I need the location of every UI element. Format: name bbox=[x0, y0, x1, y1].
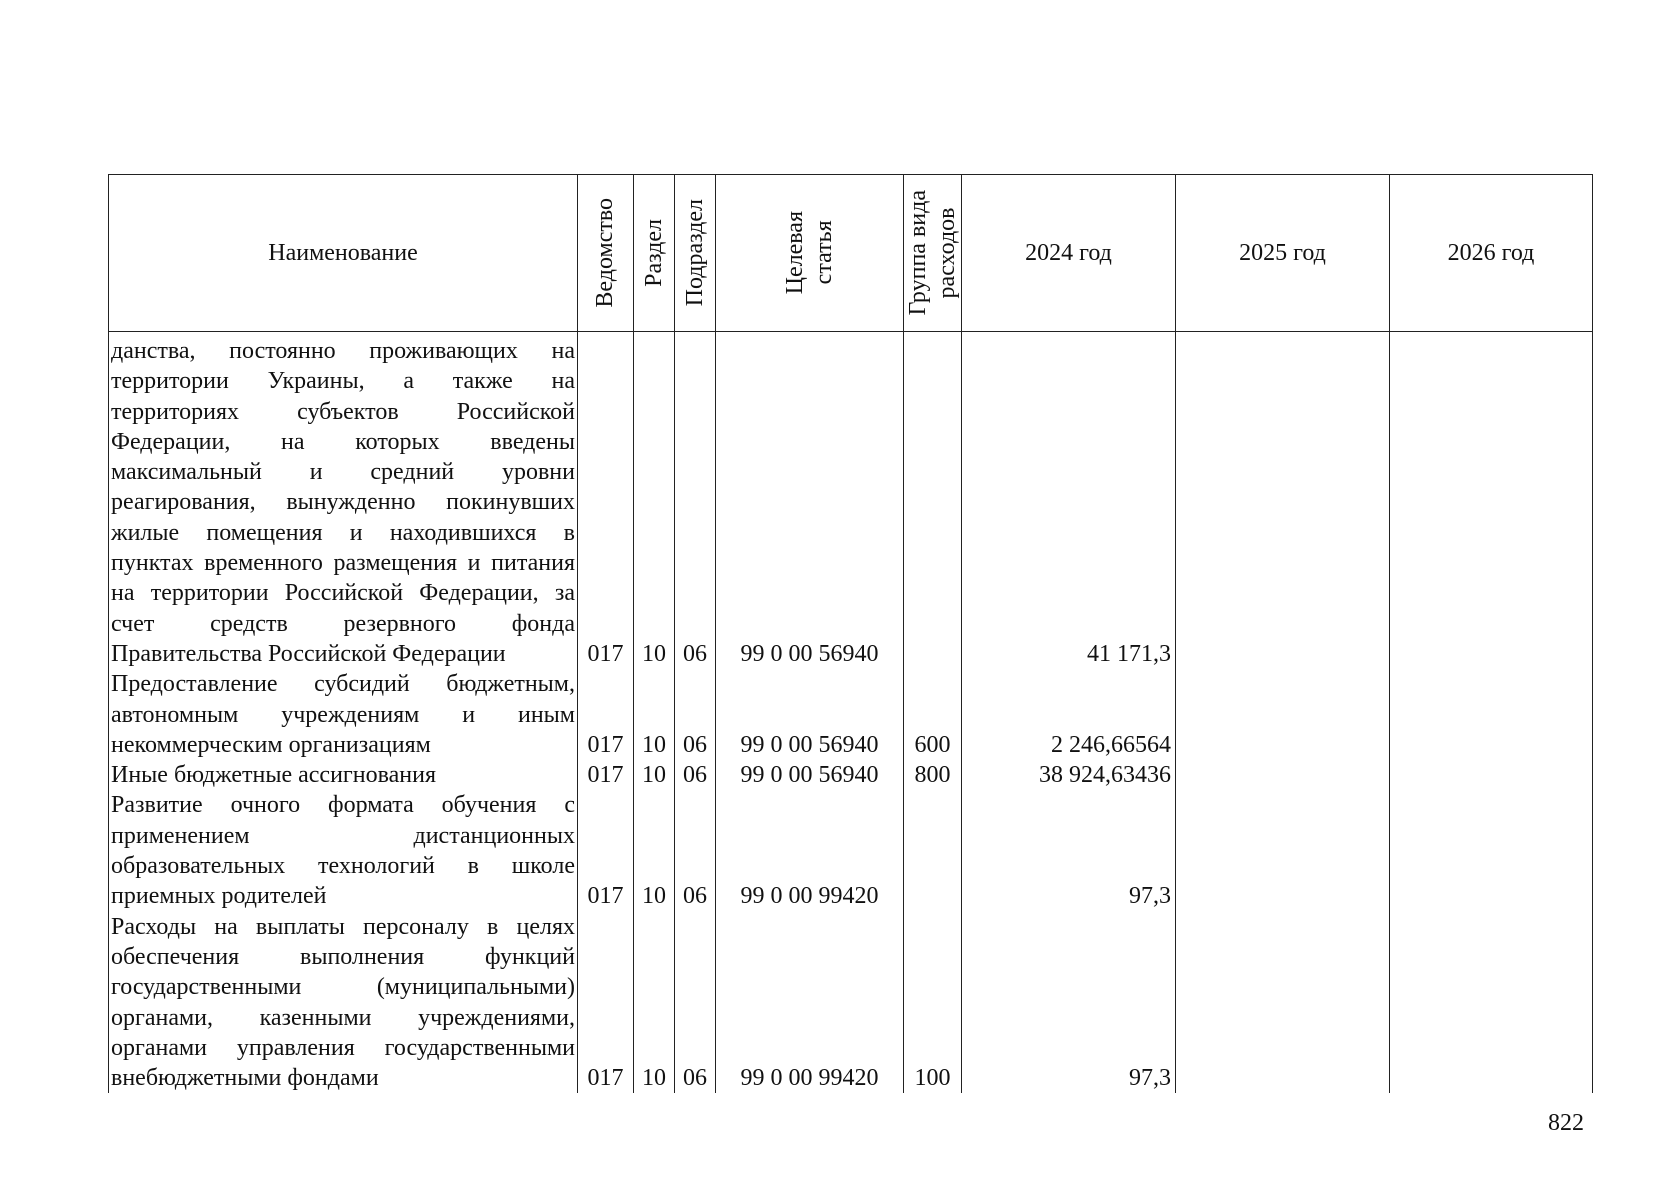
row-target-article: 99 0 00 56940 bbox=[716, 669, 904, 760]
table-row bbox=[109, 790, 1593, 911]
header-section bbox=[634, 175, 675, 332]
row-amount-2026 bbox=[1390, 332, 1593, 670]
row-subsection: 06 bbox=[675, 332, 716, 670]
row-amount-2024: 41 171,3 bbox=[962, 332, 1176, 670]
row-expense-group bbox=[904, 790, 962, 911]
header-year-2026: 2026 год bbox=[1390, 175, 1593, 332]
header-target-article-label: Целевая статья bbox=[781, 211, 837, 295]
row-ministry: 017 bbox=[578, 669, 634, 760]
table-header bbox=[109, 175, 1593, 332]
row-target-article: 99 0 00 56940 bbox=[716, 332, 904, 670]
row-amount-2024: 97,3 bbox=[962, 912, 1176, 1094]
row-section: 10 bbox=[634, 669, 675, 760]
row-name: Предоставление субсидий бюджетным, автономным учреждениям и иным некоммерческим организациям bbox=[109, 669, 578, 760]
header-expense-group-label: Группа вида расходов bbox=[904, 190, 960, 316]
row-amount-2026 bbox=[1390, 669, 1593, 760]
row-expense-group: 600 bbox=[904, 669, 962, 760]
row-section: 10 bbox=[634, 332, 675, 670]
row-section: 10 bbox=[634, 912, 675, 1094]
header-section-label: Раздел bbox=[640, 219, 667, 287]
row-expense-group bbox=[904, 332, 962, 670]
row-amount-2026 bbox=[1390, 760, 1593, 790]
row-ministry: 017 bbox=[578, 912, 634, 1094]
row-name: данства, постоянно проживающих на территории Украины, а также на территориях субъектов Российской Федерации, на которых введены максимальный и средний уровни реагирования, вынужденно покинувших жилые помещения и находившихся в пунктах временного размещения и питания на территории Российской Федерации, за счет средств резервного фонда Правительства Российской Федерации bbox=[109, 332, 578, 670]
row-amount-2026 bbox=[1390, 790, 1593, 911]
row-amount-2025 bbox=[1176, 332, 1390, 670]
table-header-row bbox=[109, 175, 1593, 332]
row-subsection: 06 bbox=[675, 669, 716, 760]
row-target-article: 99 0 00 99420 bbox=[716, 790, 904, 911]
row-ministry: 017 bbox=[578, 760, 634, 790]
row-amount-2024: 38 924,63436 bbox=[962, 760, 1176, 790]
row-subsection: 06 bbox=[675, 790, 716, 911]
table-body bbox=[109, 332, 1593, 1094]
table-row bbox=[109, 332, 1593, 670]
header-ministry-label: Ведомство bbox=[592, 198, 618, 308]
row-amount-2024: 2 246,66564 bbox=[962, 669, 1176, 760]
header-target-article bbox=[716, 175, 904, 332]
row-amount-2025 bbox=[1176, 669, 1390, 760]
row-section: 10 bbox=[634, 790, 675, 911]
header-ministry bbox=[578, 175, 634, 332]
row-amount-2024: 97,3 bbox=[962, 790, 1176, 911]
row-target-article: 99 0 00 99420 bbox=[716, 912, 904, 1094]
header-name: Наименование bbox=[109, 175, 578, 332]
row-subsection: 06 bbox=[675, 760, 716, 790]
header-subsection-label: Подраздел bbox=[681, 199, 708, 307]
row-amount-2025 bbox=[1176, 912, 1390, 1094]
table-row bbox=[109, 912, 1593, 1094]
header-expense-group bbox=[904, 175, 962, 332]
row-target-article: 99 0 00 56940 bbox=[716, 760, 904, 790]
row-amount-2025 bbox=[1176, 760, 1390, 790]
table-row bbox=[109, 669, 1593, 760]
row-section: 10 bbox=[634, 760, 675, 790]
row-subsection: 06 bbox=[675, 912, 716, 1094]
row-amount-2026 bbox=[1390, 912, 1593, 1094]
budget-allocation-table bbox=[108, 174, 1593, 1093]
row-name: Расходы на выплаты персоналу в целях обеспечения выполнения функций государственными (муниципальными) органами, казенными учреждениями, органами управления государственными внебюджетными фондами bbox=[109, 912, 578, 1094]
row-ministry: 017 bbox=[578, 790, 634, 911]
header-subsection bbox=[675, 175, 716, 332]
row-ministry: 017 bbox=[578, 332, 634, 670]
table-row bbox=[109, 760, 1593, 790]
page-number: 822 bbox=[1548, 1110, 1584, 1136]
row-name: Развитие очного формата обучения с применением дистанционных образовательных технологий в школе приемных родителей bbox=[109, 790, 578, 911]
row-expense-group: 100 bbox=[904, 912, 962, 1094]
header-year-2024: 2024 год bbox=[962, 175, 1176, 332]
row-amount-2025 bbox=[1176, 790, 1390, 911]
row-expense-group: 800 bbox=[904, 760, 962, 790]
header-year-2025: 2025 год bbox=[1176, 175, 1390, 332]
row-name: Иные бюджетные ассигнования bbox=[109, 760, 578, 790]
